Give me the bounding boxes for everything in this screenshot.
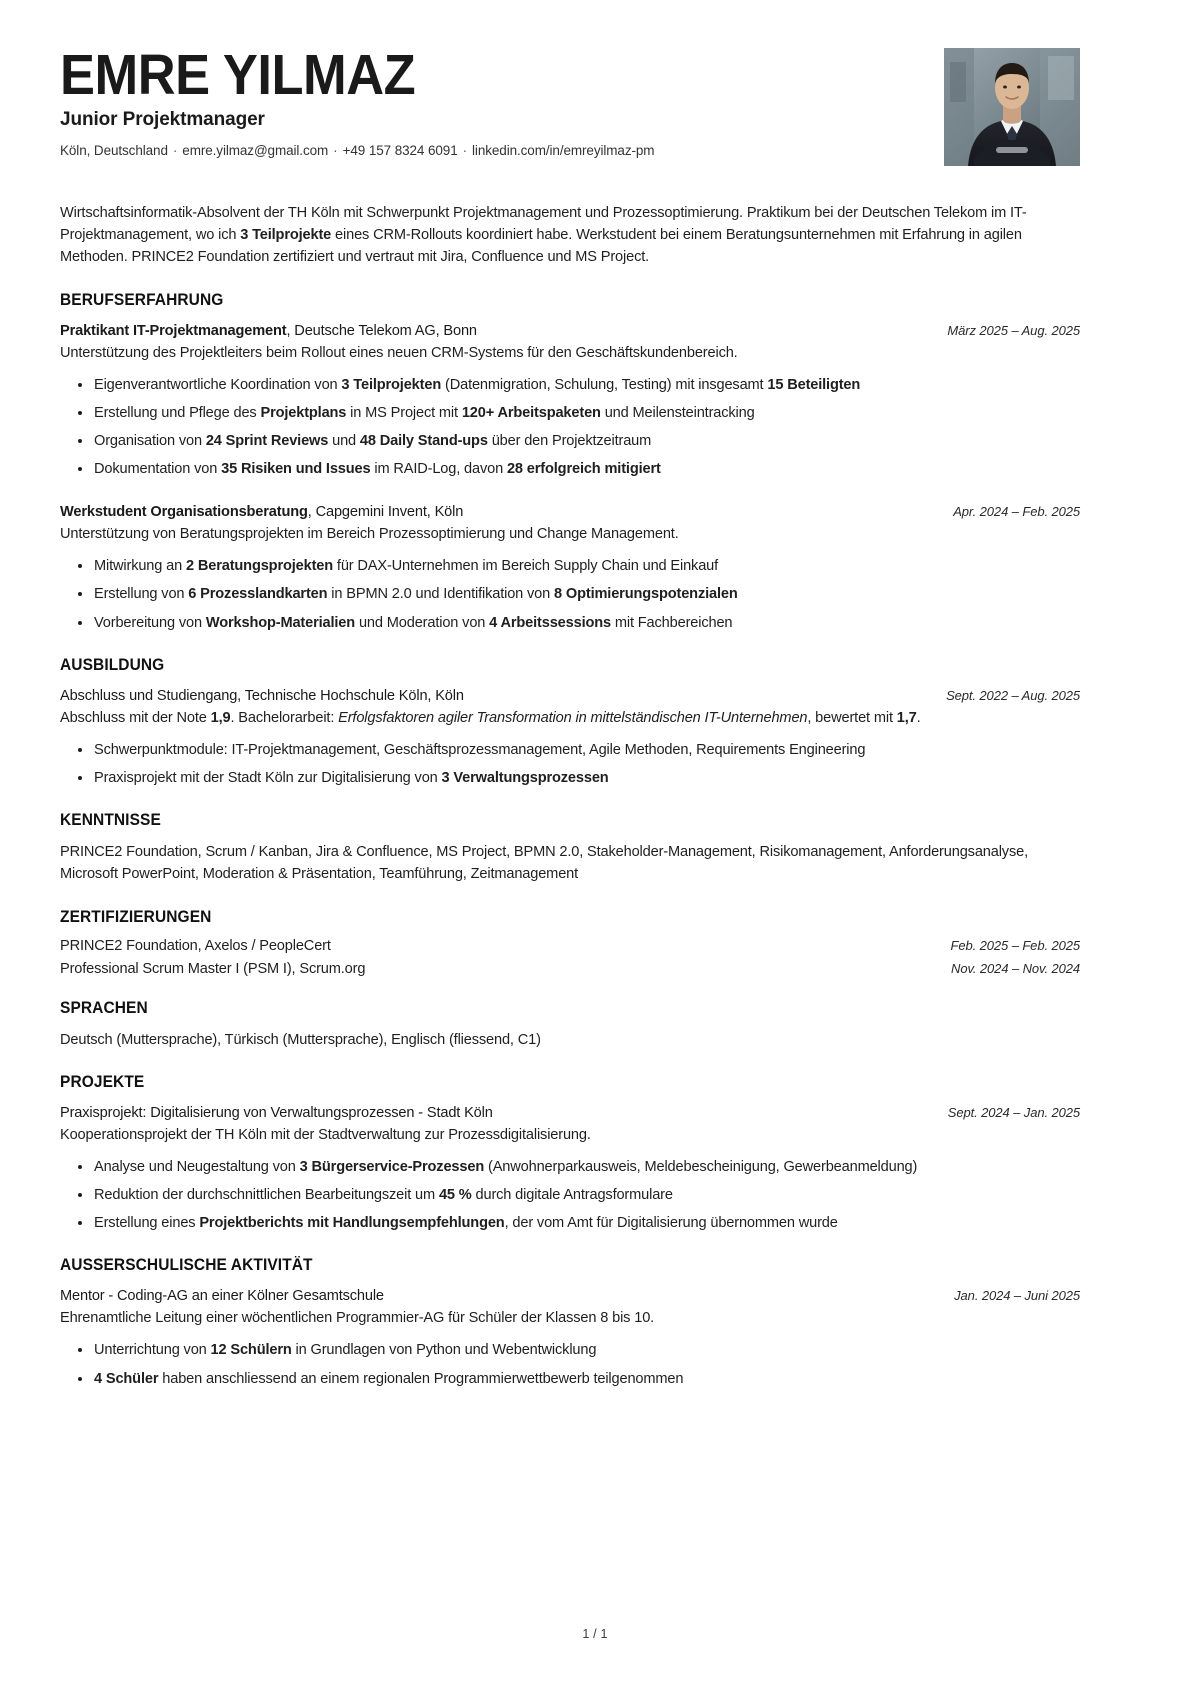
bullet-text: Schwerpunktmodule: IT-Projektmanagement, Geschäftsprozessmanagement, Agile Methoden, Requirements Engineering xyxy=(94,741,866,758)
bullet-bold: 48 Daily Stand-ups xyxy=(359,432,488,449)
bullet-item xyxy=(94,555,1080,577)
contact-phone[interactable]: +49 157 8324 6091 xyxy=(342,142,458,158)
bullet-text: Organisation von xyxy=(94,432,206,449)
section-projects xyxy=(60,1073,1080,1235)
bullet-bold: 3 Verwaltungsprozessen xyxy=(441,770,609,787)
contact-email[interactable]: emre.yilmaz@gmail.com xyxy=(182,142,329,158)
section-title-projects: PROJEKTE xyxy=(60,1072,145,1091)
section-title-experience: BERUFSERFAHRUNG xyxy=(60,290,224,309)
extracurricular-entry xyxy=(60,1286,1080,1389)
education-detail-text: , bewertet mit xyxy=(807,709,897,726)
profile-photo-image xyxy=(944,48,1080,166)
bullet-text: haben anschliessend an einem regionalen Programmierwettbewerb teilgenommen xyxy=(158,1370,684,1387)
experience-entry-title xyxy=(60,321,477,342)
certification-date: Nov. 2024 – Nov. 2024 xyxy=(951,960,1080,976)
bullet-bold: 3 Teilprojekten xyxy=(341,376,442,393)
languages-text: Deutsch (Muttersprache), Türkisch (Muttersprache), Englisch (fliessend, C1) xyxy=(60,1031,541,1048)
bullet-item xyxy=(94,1184,1080,1206)
bullet-text: Praxisprojekt mit der Stadt Köln zur Digitalisierung von xyxy=(94,770,442,787)
resume-header xyxy=(60,43,1080,172)
bullet-text: und Meilensteintracking xyxy=(600,404,755,421)
contact-line xyxy=(60,143,1080,158)
extracurricular-entry-head xyxy=(60,1286,1080,1307)
bullet-text: , der vom Amt für Digitalisierung übernommen wurde xyxy=(504,1215,838,1232)
bullet-item xyxy=(94,1156,1080,1178)
education-thesis-title: Erfolgsfaktoren agiler Transformation in mittelständischen IT-Unternehmen xyxy=(338,709,808,726)
contact-location: Köln, Deutschland xyxy=(60,142,168,158)
bullet-text: Erstellung eines xyxy=(94,1215,200,1232)
education-detail-text: Abschluss mit der Note xyxy=(60,709,211,726)
bullet-bold: 120+ Arbeitspaketen xyxy=(461,404,601,421)
bullet-text: Erstellung von xyxy=(94,586,189,603)
bullet-text: (Datenmigration, Schulung, Testing) mit insgesamt xyxy=(441,376,768,393)
page-footer: 1 / 1 xyxy=(582,1627,608,1641)
experience-entry-head xyxy=(60,321,1080,342)
experience-role: Praktikant IT-Projektmanagement xyxy=(60,322,287,339)
education-detail-text: . xyxy=(916,709,921,726)
section-title-extracurricular: AUSSERSCHULISCHE AKTIVITÄT xyxy=(60,1256,313,1275)
summary-highlight: 3 Teilprojekte xyxy=(240,227,332,244)
bullet-item xyxy=(94,374,1080,396)
project-date: Sept. 2024 – Jan. 2025 xyxy=(947,1104,1080,1120)
bullet-text: über den Projektzeitraum xyxy=(487,432,652,449)
experience-date: März 2025 – Aug. 2025 xyxy=(947,322,1080,338)
education-detail-text: . Bachelorarbeit: xyxy=(230,709,339,726)
bullet-bold: 15 Beteiligten xyxy=(767,376,861,393)
experience-entry-title xyxy=(60,502,463,523)
bullet-text: mit Fachbereichen xyxy=(610,614,733,631)
bullet-bold: 35 Risiken und Issues xyxy=(221,461,371,478)
experience-role: Werkstudent Organisationsberatung xyxy=(60,504,308,521)
experience-company: , Deutsche Telekom AG, Bonn xyxy=(286,322,477,339)
bullet-item xyxy=(94,739,1080,761)
bullet-text: in Grundlagen von Python und Webentwicklung xyxy=(291,1342,597,1359)
bullet-bold: 28 erfolgreich mitigiert xyxy=(506,461,661,478)
bullet-text: Vorbereitung von xyxy=(94,614,206,631)
bullet-item xyxy=(94,1339,1080,1361)
candidate-role: Junior Projektmanager xyxy=(60,108,265,130)
experience-entry xyxy=(60,321,1080,481)
bullet-bold: Workshop-Materialien xyxy=(205,614,356,631)
certification-row xyxy=(60,938,1080,954)
bullet-text: und Moderation von xyxy=(355,614,490,631)
project-name: Praxisprojekt: Digitalisierung von Verwaltungsprozessen - Stadt Köln xyxy=(60,1104,493,1121)
section-experience xyxy=(60,291,1080,634)
section-skills xyxy=(60,811,1080,885)
experience-entry-head xyxy=(60,502,1080,523)
bullet-item xyxy=(94,1212,1080,1234)
project-subtitle: Kooperationsprojekt der TH Köln mit der Stadtverwaltung zur Prozessdigitalisierung. xyxy=(60,1126,591,1143)
summary-part-2: eines CRM-Rollouts koordiniert habe. Werkstudent bei einem Beratungsunternehmen mit Erfahrung in agilen Methoden. PRINCE2 Foundation zertifiziert und vertraut mit Jira, Confluence und MS Project. xyxy=(60,227,1022,266)
education-detail xyxy=(60,708,1080,730)
extracurricular-date: Jan. 2024 – Juni 2025 xyxy=(954,1288,1080,1304)
summary-part-1: Wirtschaftsinformatik-Absolvent der TH Köln mit Schwerpunkt Projektmanagement und Prozessoptimierung. Praktikum bei der Deutschen Telekom im IT-Projektmanagement, wo ich xyxy=(60,205,1027,244)
experience-subtitle: Unterstützung des Projektleiters beim Rollout eines neuen CRM-Systems für den Geschäftskundenbereich. xyxy=(60,344,738,361)
certification-name: PRINCE2 Foundation, Axelos / PeopleCert xyxy=(60,937,331,954)
professional-summary xyxy=(60,202,1080,269)
bullet-text: durch digitale Antragsformulare xyxy=(471,1186,673,1203)
bullet-bold: 3 Bürgerservice-Prozessen xyxy=(299,1158,485,1175)
section-extracurricular xyxy=(60,1256,1080,1389)
bullet-bold: 8 Optimierungspotenzialen xyxy=(554,586,738,603)
bullet-text: Eigenverantwortliche Koordination von xyxy=(94,376,342,393)
bullet-bold: 4 Arbeitssessions xyxy=(489,614,611,631)
education-entry xyxy=(60,686,1080,789)
bullet-item xyxy=(94,612,1080,634)
certification-row xyxy=(60,961,1080,977)
education-entry-head xyxy=(60,686,1080,707)
bullet-text: Unterrichtung von xyxy=(94,1342,211,1359)
experience-bullet-list xyxy=(60,555,1080,634)
bullet-item xyxy=(94,458,1080,480)
bullet-text: Reduktion der durchschnittlichen Bearbeitungszeit um xyxy=(94,1186,439,1203)
bullet-item xyxy=(94,430,1080,452)
candidate-name: EMRE YILMAZ xyxy=(60,43,416,107)
section-certifications xyxy=(60,908,1080,977)
section-title-skills: KENNTNISSE xyxy=(60,811,161,830)
bullet-item xyxy=(94,402,1080,424)
education-bullet-list xyxy=(60,739,1080,789)
bullet-text: Mitwirkung an xyxy=(94,558,186,575)
skills-text: PRINCE2 Foundation, Scrum / Kanban, Jira & Confluence, MS Project, BPMN 2.0, Stakeholder-Management, Risikomanagement, Anforderungsanalyse, Microsoft PowerPoint, Moderation & Präsentation, Teamführung, Zeitmanagement xyxy=(60,844,1028,883)
experience-company: , Capgemini Invent, Köln xyxy=(307,504,464,521)
bullet-item xyxy=(94,583,1080,605)
project-bullet-list xyxy=(60,1156,1080,1235)
extracurricular-subtitle: Ehrenamtliche Leitung einer wöchentlichen Programmier-AG für Schüler der Klassen 8 bis 10. xyxy=(60,1310,655,1327)
section-education xyxy=(60,656,1080,789)
education-degree: Abschluss und Studiengang, Technische Hochschule Köln, Köln xyxy=(60,687,464,704)
bullet-text: für DAX-Unternehmen im Bereich Supply Chain und Einkauf xyxy=(333,558,719,575)
section-title-education: AUSBILDUNG xyxy=(60,655,165,674)
education-grade: 1,9 xyxy=(210,709,231,726)
bullet-item xyxy=(94,1368,1080,1390)
contact-separator: · xyxy=(172,142,178,158)
project-entry-head xyxy=(60,1103,1080,1124)
bullet-text: in BPMN 2.0 und Identifikation von xyxy=(327,586,555,603)
education-thesis-grade: 1,7 xyxy=(896,709,917,726)
bullet-text: (Anwohnerparkausweis, Meldebescheinigung, Gewerbeanmeldung) xyxy=(484,1158,918,1175)
certification-name: Professional Scrum Master I (PSM I), Scrum.org xyxy=(60,960,366,977)
contact-separator: · xyxy=(333,142,338,158)
bullet-bold: 45 % xyxy=(438,1186,472,1203)
bullet-bold: 24 Sprint Reviews xyxy=(205,432,329,449)
bullet-bold: Projektplans xyxy=(260,404,347,421)
education-date: Sept. 2022 – Aug. 2025 xyxy=(946,687,1080,703)
extracurricular-name: Mentor - Coding-AG an einer Kölner Gesamtschule xyxy=(60,1288,384,1305)
project-entry xyxy=(60,1103,1080,1235)
bullet-bold: Projektberichts mit Handlungsempfehlungen xyxy=(199,1215,505,1232)
contact-separator: · xyxy=(462,142,468,158)
experience-bullet-list xyxy=(60,374,1080,481)
section-languages xyxy=(60,999,1080,1051)
certification-date: Feb. 2025 – Feb. 2025 xyxy=(950,937,1080,953)
profile-photo xyxy=(944,48,1080,166)
experience-date: Apr. 2024 – Feb. 2025 xyxy=(953,504,1080,520)
experience-subtitle: Unterstützung von Beratungsprojekten im Bereich Prozessoptimierung und Change Management. xyxy=(60,526,679,543)
bullet-item xyxy=(94,767,1080,789)
bullet-text: im RAID-Log, davon xyxy=(370,461,507,478)
bullet-bold: 4 Schüler xyxy=(94,1370,159,1387)
extracurricular-bullet-list xyxy=(60,1339,1080,1389)
bullet-text: Analyse und Neugestaltung von xyxy=(94,1158,300,1175)
bullet-text: in MS Project mit xyxy=(346,404,462,421)
contact-linkedin[interactable]: linkedin.com/in/emreyilmaz-pm xyxy=(472,142,655,158)
bullet-bold: 6 Prozesslandkarten xyxy=(188,586,328,603)
bullet-bold: 2 Beratungsprojekten xyxy=(185,558,334,575)
section-title-languages: SPRACHEN xyxy=(60,998,148,1017)
bullet-text: und xyxy=(328,432,360,449)
bullet-text: Erstellung und Pflege des xyxy=(94,404,261,421)
experience-entry xyxy=(60,502,1080,634)
section-title-certifications: ZERTIFIZIERUNGEN xyxy=(60,907,212,926)
bullet-text: Dokumentation von xyxy=(94,461,222,478)
bullet-bold: 12 Schülern xyxy=(210,1342,292,1359)
